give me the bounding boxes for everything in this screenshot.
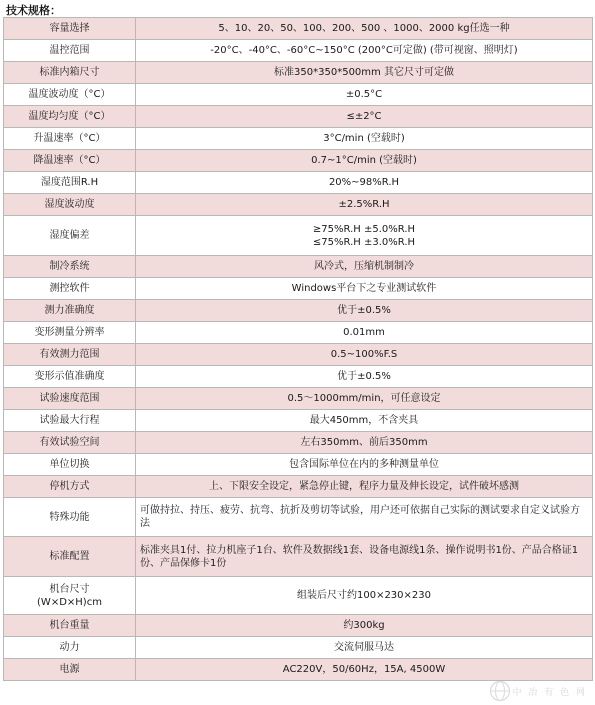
spec-value xyxy=(136,366,593,388)
spec-label xyxy=(4,537,136,577)
spec-label xyxy=(4,322,136,344)
spec-value-line: ±0.5°C xyxy=(345,89,383,100)
spec-value xyxy=(136,62,593,84)
spec-label xyxy=(4,150,136,172)
spec-row xyxy=(4,128,593,150)
spec-label-line: 容量选择 xyxy=(49,23,90,34)
spec-label xyxy=(4,18,136,40)
watermark xyxy=(489,680,587,702)
spec-value xyxy=(136,476,593,498)
spec-row xyxy=(4,615,593,637)
spec-value-line: 0.01mm xyxy=(343,327,385,338)
spec-value-line: 交流伺服马达 xyxy=(334,642,394,653)
spec-row xyxy=(4,577,593,615)
spec-value-line: ≥75%R.H ±5.0%R.H xyxy=(312,223,416,235)
spec-value-line: 5、10、20、50、100、200、500 、1000、2000 kg任选一种 xyxy=(218,23,510,34)
spec-label-line: 试验最大行程 xyxy=(39,415,100,426)
spec-value-line: 20%~98%R.H xyxy=(328,177,400,188)
spec-row xyxy=(4,432,593,454)
spec-value-line: 包含国际单位在内的多种测量单位 xyxy=(289,459,439,470)
watermark-text: 中 冶 有 色 网 xyxy=(512,687,587,698)
spec-label xyxy=(4,637,136,659)
spec-value xyxy=(136,615,593,637)
spec-value xyxy=(136,106,593,128)
spec-label xyxy=(4,62,136,84)
spec-label xyxy=(4,216,136,256)
spec-value xyxy=(136,18,593,40)
spec-row xyxy=(4,344,593,366)
spec-label xyxy=(4,454,136,476)
spec-value xyxy=(136,498,593,537)
spec-row xyxy=(4,150,593,172)
spec-label-line: 单位切换 xyxy=(49,459,90,470)
spec-row xyxy=(4,410,593,432)
spec-label-line: 动力 xyxy=(59,642,80,653)
spec-label xyxy=(4,106,136,128)
spec-label xyxy=(4,128,136,150)
spec-value-line: AC220V，50/60Hz，15A, 4500W xyxy=(282,664,446,675)
spec-value xyxy=(136,150,593,172)
spec-value xyxy=(136,410,593,432)
spec-value xyxy=(136,344,593,366)
spec-value-line: 可做持拉、持压、疲劳、抗弯、抗折及剪切等试验，用户还可依据自己实际的测试要求自定义试验方法 xyxy=(140,505,580,529)
spec-value xyxy=(136,659,593,681)
spec-value-line: Windows平台下之专业测试软件 xyxy=(291,283,437,294)
spec-label xyxy=(4,300,136,322)
spec-value xyxy=(136,537,593,577)
spec-value-line: 0.5～1000mm/min，可任意设定 xyxy=(287,393,441,404)
spec-label xyxy=(4,659,136,681)
spec-row xyxy=(4,172,593,194)
spec-value-line: 组装后尺寸约100×230×230 xyxy=(296,590,432,601)
spec-value-line: 左右350mm、前后350mm xyxy=(300,437,428,448)
spec-value xyxy=(136,388,593,410)
spec-label-line: 湿度范围R.H xyxy=(40,177,99,188)
spec-label xyxy=(4,388,136,410)
spec-label xyxy=(4,40,136,62)
spec-label-line: 标准内箱尺寸 xyxy=(39,67,100,78)
spec-label-line: 温控范围 xyxy=(49,45,90,56)
spec-label-line: 升温速率（°C） xyxy=(33,133,106,144)
spec-label-line: 温度波动度（°C） xyxy=(28,89,111,100)
spec-value-line: 优于±0.5% xyxy=(337,371,391,382)
spec-label-line: 有效试验空间 xyxy=(39,437,100,448)
spec-label-line: 机台尺寸 xyxy=(49,583,90,595)
spec-row xyxy=(4,40,593,62)
spec-row xyxy=(4,537,593,577)
spec-row xyxy=(4,659,593,681)
spec-label-line: 电源 xyxy=(59,664,80,675)
spec-row xyxy=(4,366,593,388)
spec-label xyxy=(4,256,136,278)
spec-value-line: -20°C、-40°C、-60°C~150°C (200°C可定做) (带可视窗、照明灯) xyxy=(210,45,518,56)
spec-label-line: 停机方式 xyxy=(49,481,90,492)
spec-row xyxy=(4,84,593,106)
spec-label xyxy=(4,172,136,194)
spec-row xyxy=(4,106,593,128)
spec-table xyxy=(3,17,593,681)
spec-row xyxy=(4,216,593,256)
spec-label xyxy=(4,498,136,537)
spec-label-line: 试验速度范围 xyxy=(39,393,100,404)
spec-label xyxy=(4,615,136,637)
spec-label-line: 湿度波动度 xyxy=(44,199,95,210)
globe-logo-icon xyxy=(489,680,511,702)
spec-value xyxy=(136,172,593,194)
spec-value-line: 风冷式，压缩机制制冷 xyxy=(314,261,414,272)
spec-row xyxy=(4,18,593,40)
spec-value xyxy=(136,84,593,106)
spec-row xyxy=(4,476,593,498)
spec-value xyxy=(136,40,593,62)
spec-value-line: 标准夹具1付、拉力机座子1台、软件及数据线1套、设备电源线1条、操作说明书1份、产品合格证1份、产品保修卡1份 xyxy=(140,544,579,569)
spec-label-line: 变形测量分辨率 xyxy=(34,327,105,338)
spec-value xyxy=(136,194,593,216)
spec-label-line: 有效测力范围 xyxy=(39,349,100,360)
spec-value-line: 最大450mm，不含夹具 xyxy=(309,415,419,426)
spec-value xyxy=(136,454,593,476)
spec-value-line: 0.7~1°C/min (空载时) xyxy=(311,155,417,166)
spec-label-line: 测力准确度 xyxy=(44,305,95,316)
spec-value-line: ≤75%R.H ±3.0%R.H xyxy=(312,236,416,248)
spec-row xyxy=(4,498,593,537)
spec-value xyxy=(136,216,593,256)
spec-row xyxy=(4,256,593,278)
spec-row xyxy=(4,322,593,344)
spec-value-line: 上、下限安全设定，紧急停止键，程序力量及伸长设定，试件破坏感测 xyxy=(209,481,519,492)
spec-row xyxy=(4,388,593,410)
spec-value-line: 优于±0.5% xyxy=(337,305,391,316)
spec-label-line: (W×D×H)cm xyxy=(37,596,102,608)
spec-value-line: 约300kg xyxy=(343,620,385,631)
spec-row xyxy=(4,194,593,216)
page-title: 技术规格： xyxy=(6,4,61,17)
spec-label xyxy=(4,278,136,300)
spec-label-line: 变形示值准确度 xyxy=(34,371,105,382)
spec-label xyxy=(4,366,136,388)
spec-label xyxy=(4,194,136,216)
spec-label-line: 制冷系统 xyxy=(49,261,90,272)
spec-label xyxy=(4,410,136,432)
spec-row xyxy=(4,300,593,322)
spec-value-line: 标准350*350*500mm 其它尺寸可定做 xyxy=(274,67,454,78)
spec-value xyxy=(136,322,593,344)
spec-row xyxy=(4,278,593,300)
spec-label-line: 机台重量 xyxy=(49,620,90,631)
spec-label xyxy=(4,476,136,498)
spec-label-line: 湿度偏差 xyxy=(49,230,90,241)
spec-value-line: ±2.5%R.H xyxy=(338,199,390,210)
spec-label-line: 降温速率（°C） xyxy=(33,155,106,166)
spec-value-line: 0.5~100%F.S xyxy=(330,349,398,360)
spec-row xyxy=(4,637,593,659)
spec-label-line: 标准配置 xyxy=(49,551,90,562)
spec-label-line: 温度均匀度（°C） xyxy=(28,111,111,122)
spec-value xyxy=(136,577,593,615)
spec-value xyxy=(136,637,593,659)
spec-value xyxy=(136,128,593,150)
spec-label xyxy=(4,577,136,615)
spec-label xyxy=(4,84,136,106)
spec-value xyxy=(136,300,593,322)
spec-value xyxy=(136,256,593,278)
spec-value-line: ≤±2°C xyxy=(346,111,382,122)
spec-row xyxy=(4,62,593,84)
spec-row xyxy=(4,454,593,476)
spec-label-line: 特殊功能 xyxy=(49,511,90,523)
spec-label xyxy=(4,344,136,366)
spec-label-line: 测控软件 xyxy=(49,283,90,294)
spec-value-line: 3°C/min (空载时) xyxy=(323,133,405,144)
spec-value xyxy=(136,278,593,300)
spec-value xyxy=(136,432,593,454)
spec-label xyxy=(4,432,136,454)
